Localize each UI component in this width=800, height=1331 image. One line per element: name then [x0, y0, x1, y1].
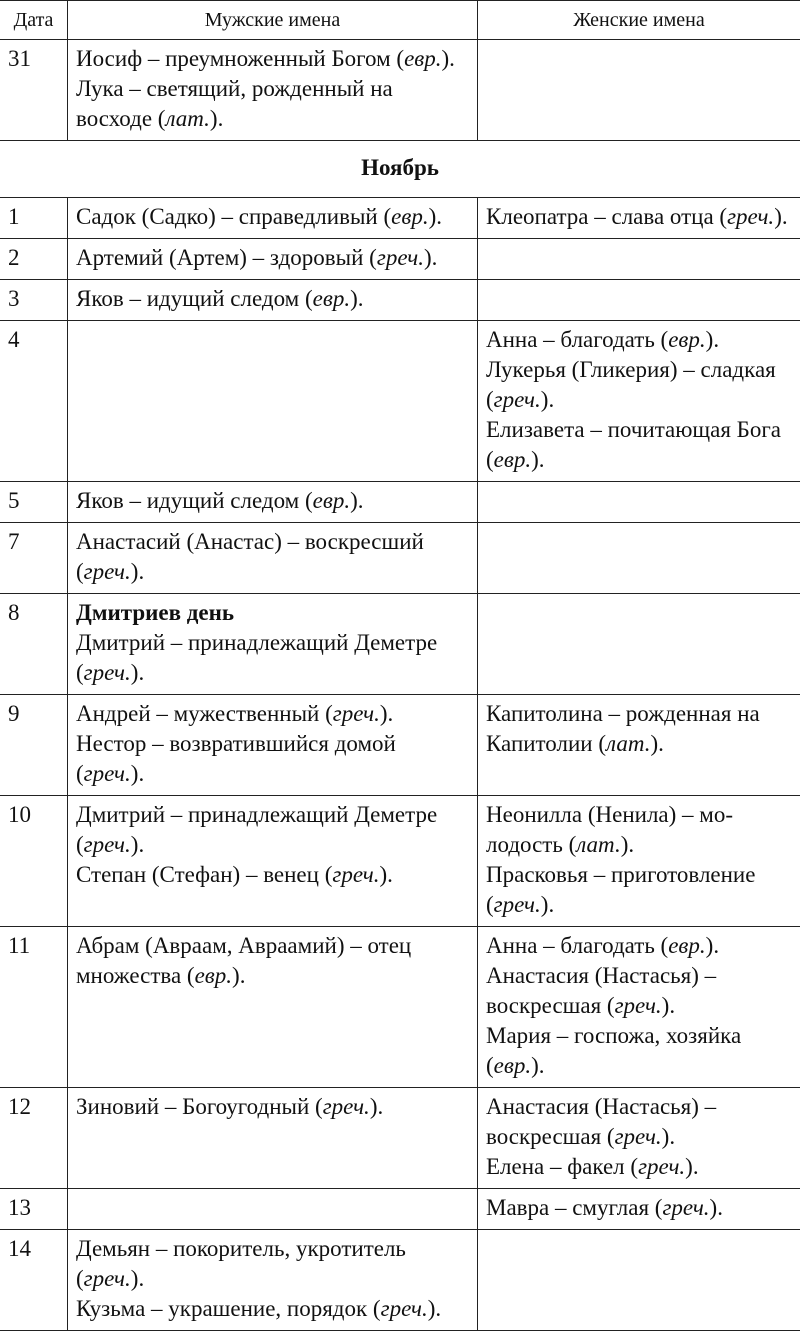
- name-text: Капитолина – рожденная на Капитолии (: [486, 701, 760, 756]
- name-text: ).: [210, 106, 223, 131]
- name-entry: [486, 699, 792, 759]
- date-cell: 7: [0, 523, 68, 594]
- origin-abbr: греч.: [615, 1124, 662, 1149]
- origin-abbr: лат.: [606, 731, 650, 756]
- name-text: ).: [350, 286, 363, 311]
- name-text: ).: [429, 204, 442, 229]
- origin-abbr: лат.: [576, 832, 620, 857]
- table-row: [0, 796, 800, 927]
- male-names-cell: [68, 927, 478, 1088]
- name-text: ).: [621, 832, 634, 857]
- male-names-cell: [68, 198, 478, 239]
- date-cell: 4: [0, 321, 68, 482]
- name-text: ).: [232, 963, 245, 988]
- name-entry: [76, 699, 469, 729]
- name-text: ).: [379, 862, 392, 887]
- name-entry: [76, 44, 469, 74]
- origin-abbr: евр.: [494, 447, 531, 472]
- name-text: ).: [370, 1094, 383, 1119]
- name-text: ).: [710, 1195, 723, 1220]
- name-text: ).: [774, 204, 787, 229]
- name-text: Иосиф – преумноженный Богом (: [76, 46, 404, 71]
- origin-abbr: евр.: [404, 46, 441, 71]
- table-row: [0, 321, 800, 482]
- origin-abbr: евр.: [668, 933, 705, 958]
- origin-abbr: греч.: [84, 761, 131, 786]
- origin-abbr: евр.: [494, 1053, 531, 1078]
- female-names-cell: [478, 40, 800, 141]
- male-names-cell: [68, 695, 478, 796]
- table-row: [0, 239, 800, 280]
- origin-abbr: греч.: [332, 862, 379, 887]
- name-text: ).: [350, 488, 363, 513]
- name-text: ).: [541, 892, 554, 917]
- female-names-cell: [478, 1088, 800, 1189]
- name-text: Степан (Стефан) – венец (: [76, 862, 332, 887]
- origin-abbr: евр.: [313, 488, 350, 513]
- female-names-cell: [478, 927, 800, 1088]
- name-text: Зиновий – Богоугодный (: [76, 1094, 323, 1119]
- name-text: Мавра – смуглая (: [486, 1195, 662, 1220]
- name-text: Дмитрий – принадлежащий Деметре (: [76, 630, 437, 685]
- header-date: Дата: [0, 1, 68, 40]
- name-text: ).: [442, 46, 455, 71]
- name-entry: [76, 931, 469, 991]
- name-text: Артемий (Артем) – здоровый (: [76, 245, 377, 270]
- date-cell: 13: [0, 1189, 68, 1230]
- date-cell: 9: [0, 695, 68, 796]
- date-cell: 14: [0, 1230, 68, 1331]
- name-entry: [76, 628, 469, 688]
- female-names-cell: [478, 1189, 800, 1230]
- male-names-cell: [68, 1088, 478, 1189]
- name-text: ).: [131, 1266, 144, 1291]
- name-entry: [76, 598, 469, 628]
- name-text: Лука – светящий, рожденный на восходе (: [76, 76, 393, 131]
- date-cell: 3: [0, 280, 68, 321]
- header-row: [0, 1, 800, 40]
- name-text: Кузьма – украшение, порядок (: [76, 1296, 381, 1321]
- name-text: ).: [380, 701, 393, 726]
- origin-abbr: греч.: [84, 660, 131, 685]
- table-row: [0, 1189, 800, 1230]
- name-entry: [486, 860, 792, 920]
- table-row: [0, 594, 800, 695]
- date-cell: 2: [0, 239, 68, 280]
- table-row: [0, 523, 800, 594]
- female-names-cell: [478, 482, 800, 523]
- date-cell: 31: [0, 40, 68, 141]
- date-cell: 10: [0, 796, 68, 927]
- name-entry: [486, 415, 792, 475]
- name-text: Анастасий (Анастас) – воскресший (: [76, 529, 424, 584]
- male-names-cell: [68, 594, 478, 695]
- name-text: Клеопатра – слава отца (: [486, 204, 727, 229]
- male-names-cell: [68, 523, 478, 594]
- name-text: Неонилла (Ненила) – молодость (: [486, 802, 733, 857]
- origin-abbr: греч.: [662, 1195, 709, 1220]
- name-text: ).: [706, 327, 719, 352]
- name-text: Елена – факел (: [486, 1154, 638, 1179]
- date-cell: 8: [0, 594, 68, 695]
- origin-abbr: евр.: [391, 204, 428, 229]
- name-text: Анастасия (Настасья) – воскресшая (: [486, 963, 716, 1018]
- male-names-cell: [68, 1230, 478, 1331]
- name-entry: [76, 1294, 469, 1324]
- name-text: Нестор – возвратившийся домой (: [76, 731, 396, 786]
- name-text: ).: [662, 993, 675, 1018]
- name-text: ).: [131, 559, 144, 584]
- origin-abbr: греч.: [323, 1094, 370, 1119]
- name-text: Яков – идущий следом (: [76, 286, 313, 311]
- name-entry: [76, 800, 469, 860]
- origin-abbr: греч.: [638, 1154, 685, 1179]
- female-names-cell: [478, 1230, 800, 1331]
- origin-abbr: греч.: [494, 387, 541, 412]
- name-text: ).: [131, 660, 144, 685]
- month-row: [0, 141, 800, 198]
- male-names-cell: [68, 321, 478, 482]
- name-text: ).: [706, 933, 719, 958]
- name-entry: [76, 860, 469, 890]
- origin-abbr: лат.: [165, 106, 209, 131]
- origin-abbr: греч.: [377, 245, 424, 270]
- female-names-cell: [478, 523, 800, 594]
- origin-abbr: греч.: [494, 892, 541, 917]
- feast-title: Дмитриев день: [76, 600, 234, 625]
- name-entry: [76, 527, 469, 587]
- name-entry: [486, 961, 792, 1021]
- name-text: Анастасия (Настасья) – воскресшая (: [486, 1094, 716, 1149]
- male-names-cell: [68, 1189, 478, 1230]
- table-row: [0, 1230, 800, 1331]
- name-text: Андрей – мужественный (: [76, 701, 333, 726]
- name-text: Демьян – покоритель, укротитель (: [76, 1236, 406, 1291]
- header-male-names: Мужские имена: [68, 1, 478, 40]
- name-text: Анна – благодать (: [486, 327, 668, 352]
- date-cell: 5: [0, 482, 68, 523]
- table-row: [0, 198, 800, 239]
- name-text: ).: [131, 832, 144, 857]
- name-text: ).: [131, 761, 144, 786]
- name-entry: [76, 1234, 469, 1294]
- name-entry: [76, 284, 469, 314]
- table-row: [0, 927, 800, 1088]
- name-entry: [486, 325, 792, 355]
- name-entry: [486, 1021, 792, 1081]
- name-text: ).: [541, 387, 554, 412]
- female-names-cell: [478, 198, 800, 239]
- origin-abbr: греч.: [333, 701, 380, 726]
- origin-abbr: греч.: [84, 559, 131, 584]
- female-names-cell: [478, 695, 800, 796]
- name-text: ).: [531, 1053, 544, 1078]
- female-names-cell: [478, 280, 800, 321]
- name-entry: [76, 1092, 469, 1122]
- name-text: Абрам (Авраам, Авраамий) – отец множества (: [76, 933, 411, 988]
- name-text: Анна – благодать (: [486, 933, 668, 958]
- male-names-cell: [68, 40, 478, 141]
- table-row: [0, 40, 800, 141]
- name-text: Мария – госпожа, хозяйка (: [486, 1023, 741, 1078]
- name-text: Елизавета – почитающая Бога (: [486, 417, 781, 472]
- origin-abbr: греч.: [727, 204, 774, 229]
- name-entry: [76, 729, 469, 789]
- name-text: Садок (Садко) – справедливый (: [76, 204, 391, 229]
- name-text: ).: [662, 1124, 675, 1149]
- origin-abbr: греч.: [381, 1296, 428, 1321]
- name-text: ).: [685, 1154, 698, 1179]
- table-row: [0, 280, 800, 321]
- female-names-cell: [478, 594, 800, 695]
- origin-abbr: греч.: [615, 993, 662, 1018]
- male-names-cell: [68, 482, 478, 523]
- origin-abbr: евр.: [313, 286, 350, 311]
- male-names-cell: [68, 280, 478, 321]
- male-names-cell: [68, 796, 478, 927]
- name-text: Дмитрий – принадлежащий Деметре (: [76, 802, 437, 857]
- name-entry: [486, 1193, 792, 1223]
- name-text: ).: [650, 731, 663, 756]
- name-text: Прасковья – приготовление (: [486, 862, 755, 917]
- name-entry: [486, 202, 792, 232]
- date-cell: 11: [0, 927, 68, 1088]
- name-text: ).: [531, 447, 544, 472]
- origin-abbr: евр.: [668, 327, 705, 352]
- table-body: [0, 40, 800, 1331]
- name-entry: [76, 243, 469, 273]
- name-entry: [486, 931, 792, 961]
- name-text: Яков – идущий следом (: [76, 488, 313, 513]
- name-entry: [486, 1092, 792, 1152]
- name-text: ).: [428, 1296, 441, 1321]
- header-female-names: Женские имена: [478, 1, 800, 40]
- female-names-cell: [478, 796, 800, 927]
- origin-abbr: греч.: [84, 832, 131, 857]
- name-text: ).: [424, 245, 437, 270]
- month-title: Ноябрь: [0, 141, 800, 198]
- origin-abbr: греч.: [84, 1266, 131, 1291]
- female-names-cell: [478, 239, 800, 280]
- table-row: [0, 695, 800, 796]
- date-cell: 12: [0, 1088, 68, 1189]
- table-row: [0, 482, 800, 523]
- name-entry: [486, 1152, 792, 1182]
- origin-abbr: евр.: [195, 963, 232, 988]
- female-names-cell: [478, 321, 800, 482]
- name-entry: [76, 74, 469, 134]
- name-entry: [486, 355, 792, 415]
- name-entry: [486, 800, 792, 860]
- name-entry: [76, 202, 469, 232]
- date-cell: 1: [0, 198, 68, 239]
- male-names-cell: [68, 239, 478, 280]
- name-entry: [76, 486, 469, 516]
- table-row: [0, 1088, 800, 1189]
- name-text: Лукерья (Гликерия) – сладкая (: [486, 357, 776, 412]
